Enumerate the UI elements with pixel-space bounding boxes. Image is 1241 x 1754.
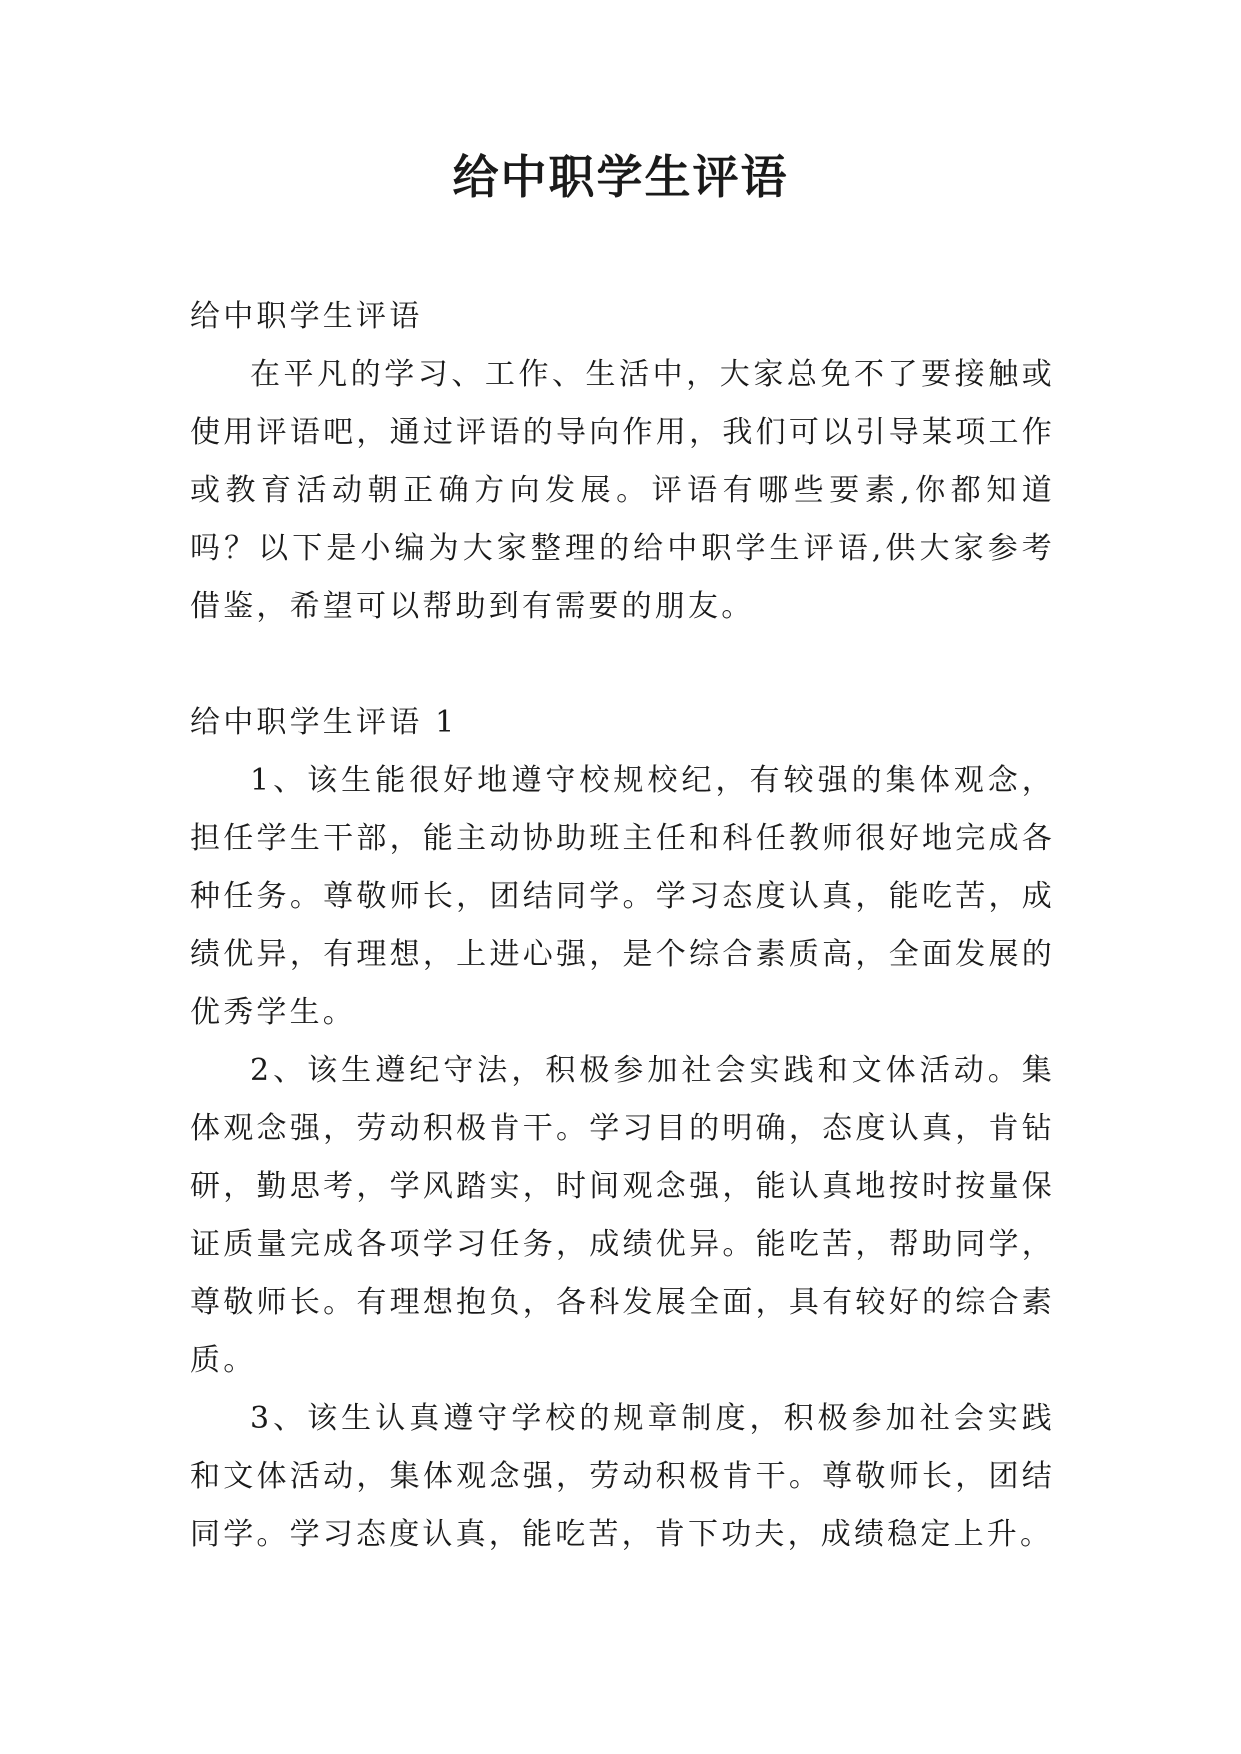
intro-heading: 给中职学生评语 (190, 299, 423, 334)
intro-paragraph: 在平凡的学习、工作、生活中，大家总免不了要接触或使用评语吧，通过评语的导向作用，我们可以引导某项工作或教育活动朝正确方向发展。评语有哪些要素,你都知道吗？以下是小编为大家整理的给中职学生评语,供大家参考借鉴，希望可以帮助到有需要的朋友。 (190, 357, 1055, 624)
comments-section-1 (190, 694, 1055, 1564)
document-title: 给中职学生评语 (452, 150, 789, 204)
intro-section (190, 288, 1055, 636)
comment-item-3: 3、该生认真遵守学校的规章制度，积极参加社会实践和文体活动，集体观念强，劳动积极肯干。尊敬师长，团结同学。学习态度认真，能吃苦，肯下功夫，成绩稳定上升。 (190, 1401, 1055, 1552)
section-heading: 给中职学生评语 1 (190, 705, 458, 740)
comment-item-1: 1、该生能很好地遵守校规校纪，有较强的集体观念，担任学生干部，能主动协助班主任和科任教师很好地完成各种任务。尊敬师长，团结同学。学习态度认真，能吃苦，成绩优异，有理想，上进心强，是个综合素质高，全面发展的优秀学生。 (190, 763, 1055, 1030)
comment-item-2: 2、该生遵纪守法，积极参加社会实践和文体活动。集体观念强，劳动积极肯干。学习目的明确，态度认真，肯钻研，勤思考，学风踏实，时间观念强，能认真地按时按量保证质量完成各项学习任务，成绩优异。能吃苦，帮助同学，尊敬师长。有理想抱负，各科发展全面，具有较好的综合素质。 (190, 1053, 1055, 1378)
